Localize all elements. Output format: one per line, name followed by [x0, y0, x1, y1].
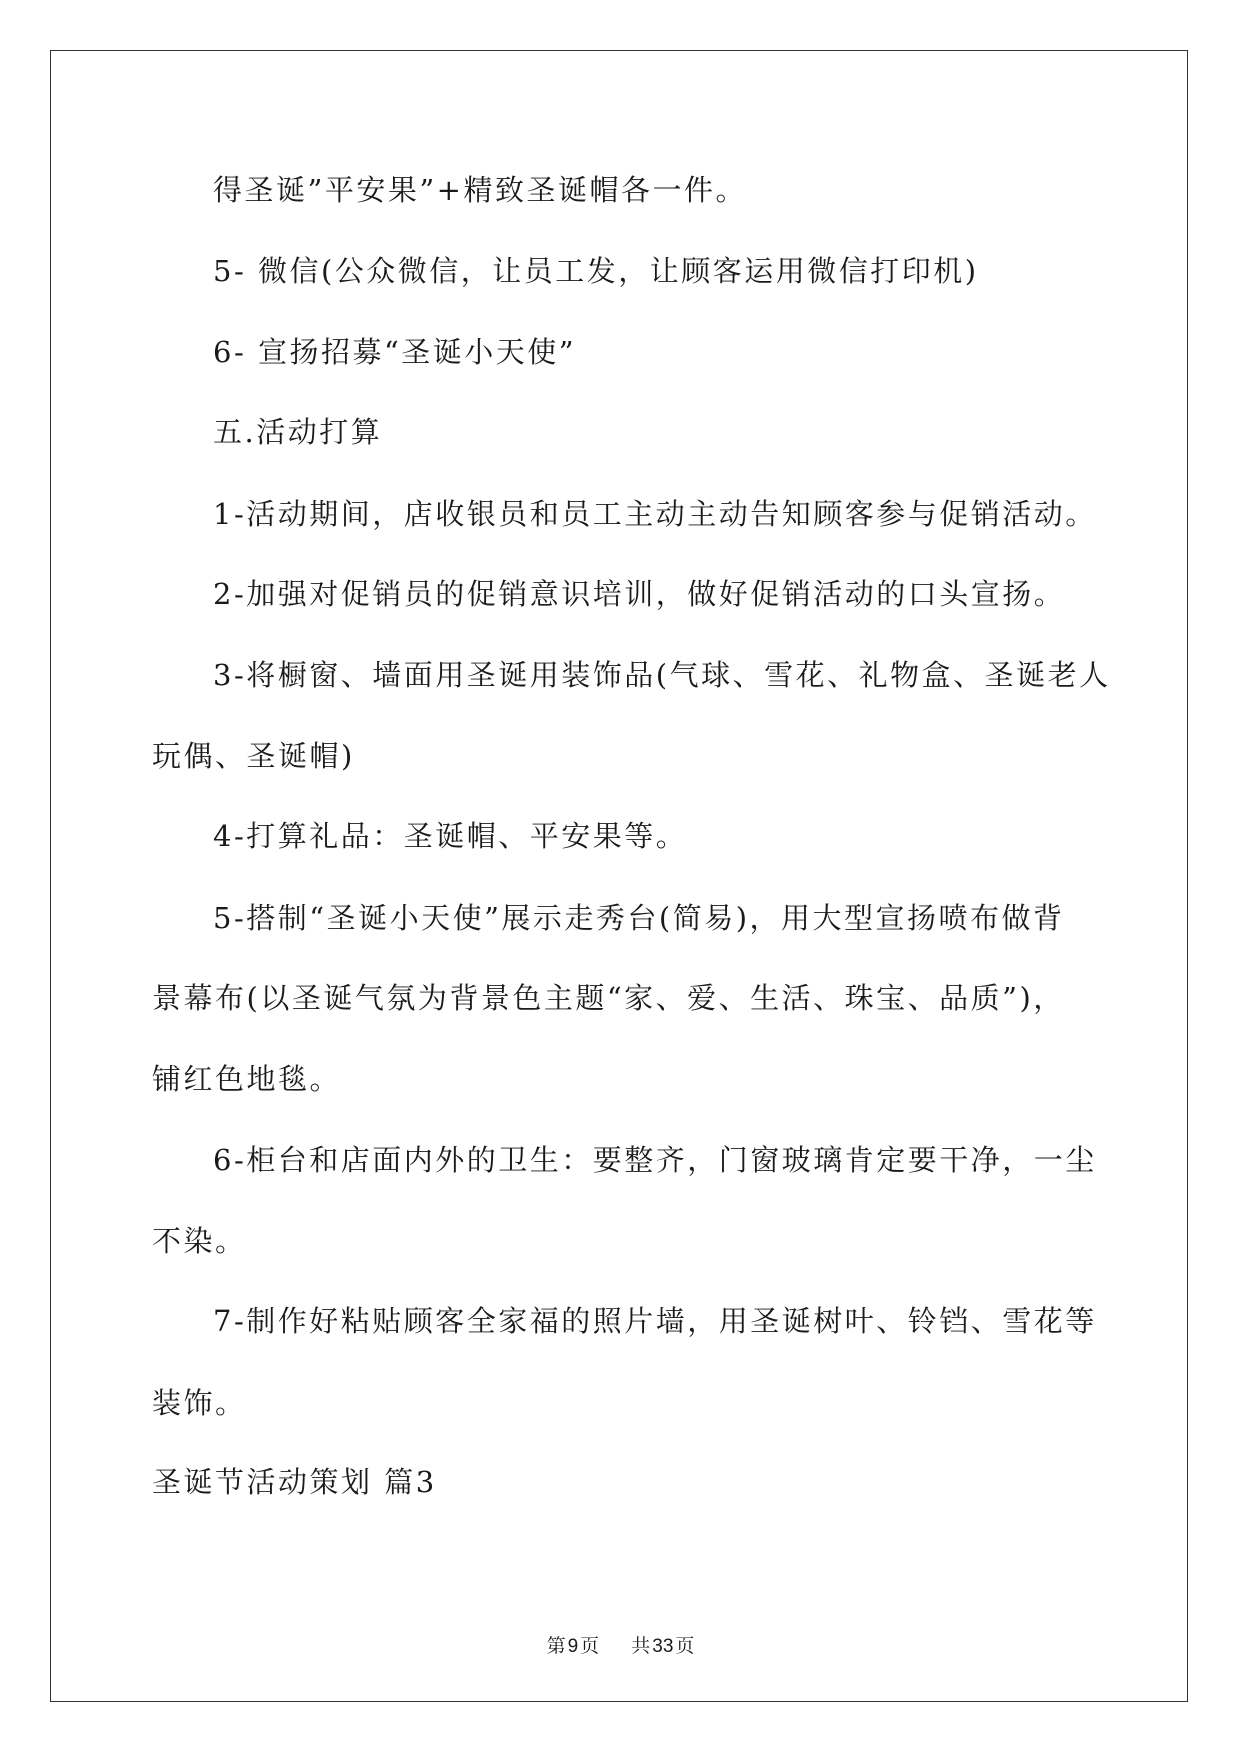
paragraph-line: 铺红色地毯。 [152, 1062, 342, 1096]
paragraph-line: 玩偶、圣诞帽) [152, 739, 355, 773]
paragraph-line: 3-将橱窗、墙面用圣诞用装饰品(气球、雪花、礼物盒、圣诞老人 [213, 658, 1111, 692]
paragraph-line: 6-柜台和店面内外的卫生：要整齐，门窗玻璃肯定要干净，一尘 [213, 1143, 1097, 1177]
footer-total-suffix: 页 [675, 1635, 695, 1657]
footer-total-prefix: 共 [631, 1635, 651, 1657]
paragraph-line: 5- 微信(公众微信，让员工发，让顾客运用微信打印机) [213, 254, 979, 288]
footer-total-pages: 33 [652, 1636, 674, 1657]
section-title: 圣诞节活动策划 篇3 [152, 1465, 437, 1499]
paragraph-line: 装饰。 [152, 1386, 247, 1420]
page-footer [0, 1631, 1241, 1658]
paragraph-line: 5-搭制“圣诞小天使”展示走秀台(简易)，用大型宣扬喷布做背 [213, 901, 1065, 935]
section-heading: 五.活动打算 [213, 415, 383, 449]
paragraph-line: 4-打算礼品：圣诞帽、平安果等。 [213, 819, 688, 853]
paragraph-line: 景幕布(以圣诞气氛为背景色主题“家、爱、生活、珠宝、品质”)， [152, 981, 1065, 1015]
footer-page-number: 9 [567, 1636, 579, 1657]
paragraph-line: 7-制作好粘贴顾客全家福的照片墙，用圣诞树叶、铃铛、雪花等 [213, 1304, 1097, 1338]
paragraph-line: 6- 宣扬招募“圣诞小天使” [213, 335, 577, 369]
footer-page-suffix: 页 [580, 1635, 600, 1657]
paragraph-line: 2-加强对促销员的促销意识培训，做好促销活动的口头宣扬。 [213, 577, 1066, 611]
paragraph-line: 不染。 [152, 1224, 247, 1258]
page-border [50, 50, 1188, 1702]
footer-page-prefix: 第 [546, 1635, 566, 1657]
paragraph-line: 得圣诞”平安果”+精致圣诞帽各一件。 [213, 173, 747, 207]
paragraph-line: 1-活动期间，店收银员和员工主动主动告知顾客参与促销活动。 [213, 497, 1097, 531]
